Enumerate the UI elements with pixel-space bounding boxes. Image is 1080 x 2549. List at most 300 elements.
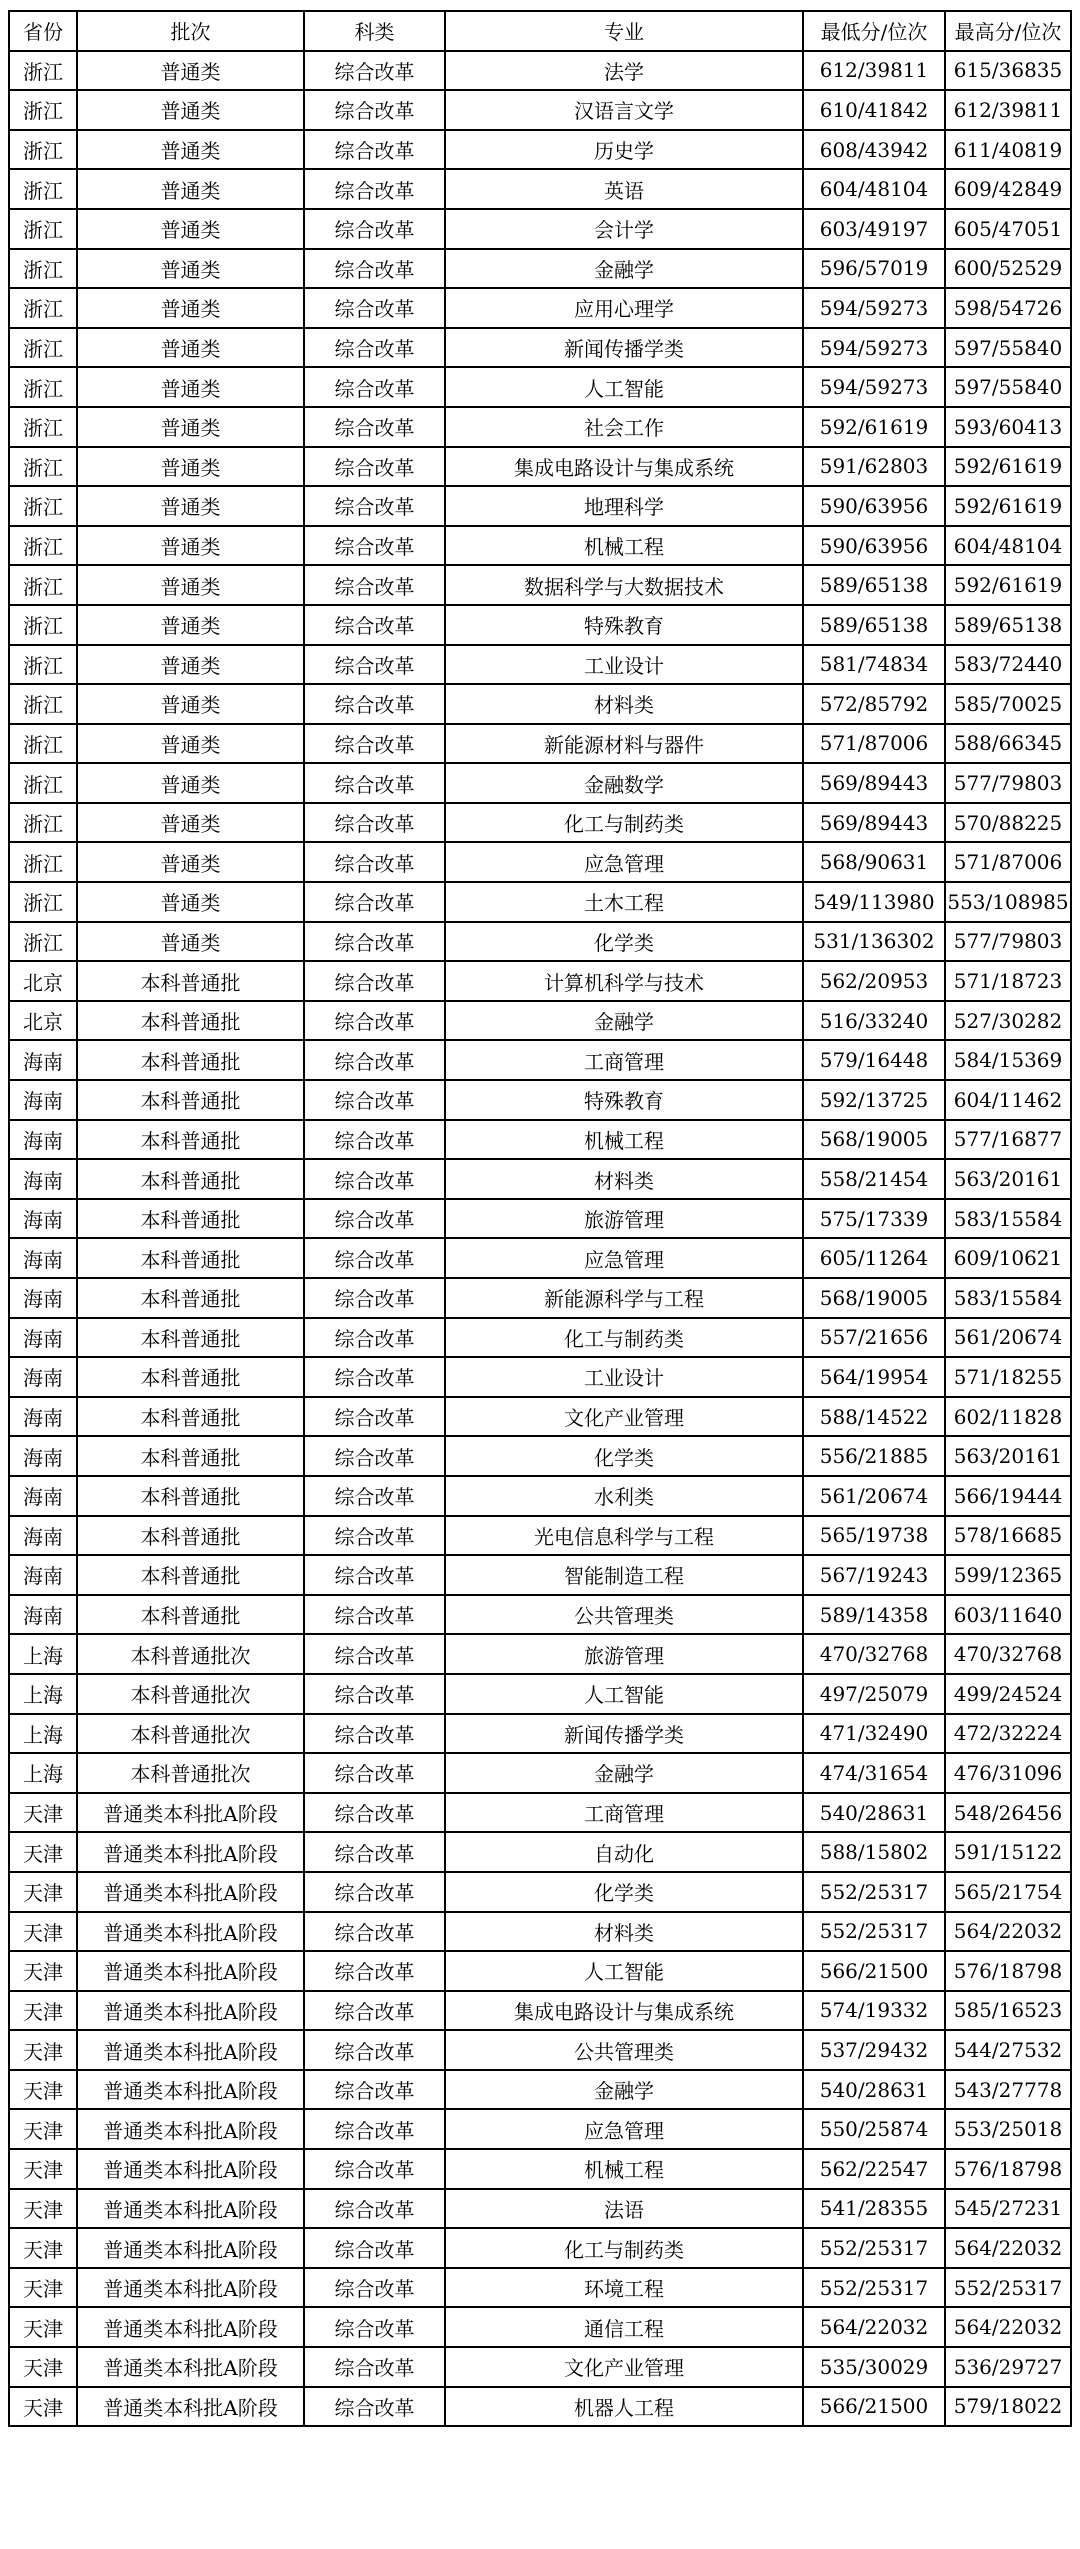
cell-major: 化学类 — [445, 922, 803, 962]
cell-batch: 普通类本科批A阶段 — [77, 2387, 304, 2427]
cell-batch: 本科普通批 — [77, 1595, 304, 1635]
cell-subject-type: 综合改革 — [304, 1634, 445, 1674]
cell-max-score-rank: 585/70025 — [945, 684, 1071, 724]
cell-subject-type: 综合改革 — [304, 565, 445, 605]
cell-subject-type: 综合改革 — [304, 2387, 445, 2427]
table-row — [9, 2347, 1071, 2387]
cell-min-score-rank: 610/41842 — [803, 90, 945, 130]
cell-batch: 普通类 — [77, 803, 304, 843]
cell-subject-type: 综合改革 — [304, 1357, 445, 1397]
cell-min-score-rank: 540/28631 — [803, 1793, 945, 1833]
cell-province: 浙江 — [9, 447, 77, 487]
cell-batch: 普通类 — [77, 51, 304, 91]
table-row — [9, 961, 1071, 1001]
cell-subject-type: 综合改革 — [304, 2228, 445, 2268]
cell-major: 应急管理 — [445, 842, 803, 882]
cell-province: 天津 — [9, 1951, 77, 1991]
cell-max-score-rank: 527/30282 — [945, 1001, 1071, 1041]
cell-province: 浙江 — [9, 684, 77, 724]
cell-major: 人工智能 — [445, 367, 803, 407]
cell-major: 新闻传播学类 — [445, 328, 803, 368]
cell-subject-type: 综合改革 — [304, 842, 445, 882]
cell-max-score-rank: 564/22032 — [945, 1912, 1071, 1952]
cell-min-score-rank: 558/21454 — [803, 1159, 945, 1199]
cell-major: 工商管理 — [445, 1040, 803, 1080]
cell-batch: 普通类 — [77, 842, 304, 882]
cell-province: 海南 — [9, 1357, 77, 1397]
cell-batch: 本科普通批 — [77, 1080, 304, 1120]
cell-max-score-rank: 592/61619 — [945, 486, 1071, 526]
table-row — [9, 1674, 1071, 1714]
cell-major: 集成电路设计与集成系统 — [445, 447, 803, 487]
cell-province: 海南 — [9, 1238, 77, 1278]
cell-subject-type: 综合改革 — [304, 1753, 445, 1793]
cell-major: 化工与制药类 — [445, 803, 803, 843]
table-row — [9, 2109, 1071, 2149]
table-row — [9, 407, 1071, 447]
cell-subject-type: 综合改革 — [304, 882, 445, 922]
cell-province: 浙江 — [9, 803, 77, 843]
cell-major: 英语 — [445, 169, 803, 209]
cell-major: 新能源科学与工程 — [445, 1278, 803, 1318]
cell-subject-type: 综合改革 — [304, 407, 445, 447]
table-row — [9, 1634, 1071, 1674]
header-province: 省份 — [9, 11, 77, 51]
table-row — [9, 130, 1071, 170]
cell-province: 浙江 — [9, 486, 77, 526]
cell-subject-type: 综合改革 — [304, 2070, 445, 2110]
cell-major: 法学 — [445, 51, 803, 91]
cell-batch: 本科普通批 — [77, 1397, 304, 1437]
cell-major: 汉语言文学 — [445, 90, 803, 130]
cell-province: 天津 — [9, 2030, 77, 2070]
cell-max-score-rank: 536/29727 — [945, 2347, 1071, 2387]
cell-min-score-rank: 569/89443 — [803, 763, 945, 803]
cell-subject-type: 综合改革 — [304, 961, 445, 1001]
cell-min-score-rank: 561/20674 — [803, 1476, 945, 1516]
cell-major: 法语 — [445, 2189, 803, 2229]
table-row — [9, 1595, 1071, 1635]
cell-max-score-rank: 576/18798 — [945, 1951, 1071, 1991]
cell-subject-type: 综合改革 — [304, 1040, 445, 1080]
cell-min-score-rank: 594/59273 — [803, 328, 945, 368]
cell-province: 天津 — [9, 2228, 77, 2268]
cell-max-score-rank: 576/18798 — [945, 2149, 1071, 2189]
cell-subject-type: 综合改革 — [304, 2109, 445, 2149]
cell-batch: 本科普通批 — [77, 1159, 304, 1199]
cell-batch: 普通类 — [77, 645, 304, 685]
cell-max-score-rank: 583/72440 — [945, 645, 1071, 685]
cell-max-score-rank: 571/18723 — [945, 961, 1071, 1001]
cell-subject-type: 综合改革 — [304, 1832, 445, 1872]
cell-province: 上海 — [9, 1714, 77, 1754]
cell-major: 应急管理 — [445, 1238, 803, 1278]
cell-major: 环境工程 — [445, 2268, 803, 2308]
cell-subject-type: 综合改革 — [304, 1991, 445, 2031]
table-row — [9, 2149, 1071, 2189]
cell-min-score-rank: 549/113980 — [803, 882, 945, 922]
cell-max-score-rank: 585/16523 — [945, 1991, 1071, 2031]
cell-min-score-rank: 566/21500 — [803, 1951, 945, 1991]
cell-major: 金融数学 — [445, 763, 803, 803]
cell-max-score-rank: 583/15584 — [945, 1199, 1071, 1239]
cell-province: 海南 — [9, 1436, 77, 1476]
cell-subject-type: 综合改革 — [304, 1714, 445, 1754]
table-body — [9, 51, 1071, 2427]
cell-batch: 本科普通批 — [77, 1436, 304, 1476]
header-min-score-rank: 最低分/位次 — [803, 11, 945, 51]
cell-batch: 本科普通批 — [77, 1555, 304, 1595]
cell-subject-type: 综合改革 — [304, 526, 445, 566]
cell-batch: 普通类 — [77, 605, 304, 645]
cell-subject-type: 综合改革 — [304, 1555, 445, 1595]
cell-province: 浙江 — [9, 645, 77, 685]
cell-province: 浙江 — [9, 249, 77, 289]
cell-max-score-rank: 588/66345 — [945, 724, 1071, 764]
cell-batch: 本科普通批次 — [77, 1674, 304, 1714]
cell-province: 浙江 — [9, 51, 77, 91]
cell-batch: 本科普通批 — [77, 1199, 304, 1239]
cell-province: 浙江 — [9, 209, 77, 249]
cell-province: 浙江 — [9, 407, 77, 447]
cell-province: 上海 — [9, 1674, 77, 1714]
cell-min-score-rank: 588/15802 — [803, 1832, 945, 1872]
cell-subject-type: 综合改革 — [304, 1674, 445, 1714]
cell-province: 天津 — [9, 1832, 77, 1872]
cell-min-score-rank: 589/65138 — [803, 565, 945, 605]
cell-max-score-rank: 565/21754 — [945, 1872, 1071, 1912]
cell-max-score-rank: 570/88225 — [945, 803, 1071, 843]
table-row — [9, 1397, 1071, 1437]
table-row — [9, 922, 1071, 962]
cell-major: 金融学 — [445, 249, 803, 289]
cell-subject-type: 综合改革 — [304, 1397, 445, 1437]
table-row — [9, 1001, 1071, 1041]
cell-major: 新能源材料与器件 — [445, 724, 803, 764]
cell-batch: 普通类 — [77, 763, 304, 803]
cell-subject-type: 综合改革 — [304, 2030, 445, 2070]
cell-major: 材料类 — [445, 684, 803, 724]
cell-batch: 普通类本科批A阶段 — [77, 1832, 304, 1872]
cell-max-score-rank: 577/79803 — [945, 763, 1071, 803]
cell-min-score-rank: 608/43942 — [803, 130, 945, 170]
table-row — [9, 2307, 1071, 2347]
cell-province: 海南 — [9, 1278, 77, 1318]
cell-province: 浙江 — [9, 130, 77, 170]
cell-major: 数据科学与大数据技术 — [445, 565, 803, 605]
cell-major: 化工与制药类 — [445, 1318, 803, 1358]
cell-max-score-rank: 611/40819 — [945, 130, 1071, 170]
cell-batch: 普通类本科批A阶段 — [77, 2109, 304, 2149]
cell-major: 集成电路设计与集成系统 — [445, 1991, 803, 2031]
cell-min-score-rank: 541/28355 — [803, 2189, 945, 2229]
cell-major: 计算机科学与技术 — [445, 961, 803, 1001]
cell-batch: 普通类 — [77, 447, 304, 487]
cell-province: 天津 — [9, 1872, 77, 1912]
table-row — [9, 1912, 1071, 1952]
table-row — [9, 1991, 1071, 2031]
cell-province: 天津 — [9, 1991, 77, 2031]
cell-min-score-rank: 566/21500 — [803, 2387, 945, 2427]
cell-province: 天津 — [9, 2149, 77, 2189]
cell-max-score-rank: 563/20161 — [945, 1159, 1071, 1199]
cell-subject-type: 综合改革 — [304, 1080, 445, 1120]
cell-major: 化学类 — [445, 1436, 803, 1476]
cell-batch: 本科普通批次 — [77, 1753, 304, 1793]
cell-max-score-rank: 583/15584 — [945, 1278, 1071, 1318]
table-row — [9, 565, 1071, 605]
cell-province: 浙江 — [9, 842, 77, 882]
cell-batch: 普通类 — [77, 328, 304, 368]
cell-min-score-rank: 497/25079 — [803, 1674, 945, 1714]
cell-major: 旅游管理 — [445, 1199, 803, 1239]
table-row — [9, 684, 1071, 724]
cell-min-score-rank: 552/25317 — [803, 1912, 945, 1952]
header-max-score-rank: 最高分/位次 — [945, 11, 1071, 51]
table-row — [9, 1357, 1071, 1397]
cell-min-score-rank: 556/21885 — [803, 1436, 945, 1476]
cell-major: 特殊教育 — [445, 605, 803, 645]
cell-min-score-rank: 581/74834 — [803, 645, 945, 685]
cell-min-score-rank: 574/19332 — [803, 1991, 945, 2031]
cell-min-score-rank: 589/65138 — [803, 605, 945, 645]
table-row — [9, 1555, 1071, 1595]
cell-subject-type: 综合改革 — [304, 645, 445, 685]
cell-batch: 本科普通批 — [77, 1120, 304, 1160]
cell-batch: 普通类 — [77, 407, 304, 447]
cell-subject-type: 综合改革 — [304, 724, 445, 764]
cell-batch: 本科普通批 — [77, 1040, 304, 1080]
cell-max-score-rank: 589/65138 — [945, 605, 1071, 645]
table-row — [9, 2387, 1071, 2427]
cell-subject-type: 综合改革 — [304, 486, 445, 526]
table-row — [9, 526, 1071, 566]
cell-min-score-rank: 567/19243 — [803, 1555, 945, 1595]
cell-batch: 普通类 — [77, 367, 304, 407]
cell-province: 天津 — [9, 2109, 77, 2149]
cell-subject-type: 综合改革 — [304, 1278, 445, 1318]
cell-major: 材料类 — [445, 1159, 803, 1199]
cell-max-score-rank: 564/22032 — [945, 2307, 1071, 2347]
table-row — [9, 1951, 1071, 1991]
cell-min-score-rank: 531/136302 — [803, 922, 945, 962]
cell-province: 海南 — [9, 1159, 77, 1199]
table-row — [9, 1516, 1071, 1556]
cell-max-score-rank: 598/54726 — [945, 288, 1071, 328]
table-row — [9, 249, 1071, 289]
cell-min-score-rank: 474/31654 — [803, 1753, 945, 1793]
cell-batch: 本科普通批次 — [77, 1714, 304, 1754]
cell-major: 地理科学 — [445, 486, 803, 526]
cell-province: 浙江 — [9, 763, 77, 803]
cell-max-score-rank: 597/55840 — [945, 367, 1071, 407]
admission-scores-table-container — [8, 10, 1070, 2427]
cell-major: 机械工程 — [445, 2149, 803, 2189]
cell-subject-type: 综合改革 — [304, 1516, 445, 1556]
cell-province: 北京 — [9, 961, 77, 1001]
cell-max-score-rank: 564/22032 — [945, 2228, 1071, 2268]
cell-subject-type: 综合改革 — [304, 209, 445, 249]
cell-major: 金融学 — [445, 1753, 803, 1793]
cell-province: 浙江 — [9, 526, 77, 566]
cell-min-score-rank: 592/13725 — [803, 1080, 945, 1120]
cell-min-score-rank: 575/17339 — [803, 1199, 945, 1239]
table-row — [9, 1793, 1071, 1833]
cell-batch: 普通类 — [77, 922, 304, 962]
cell-max-score-rank: 593/60413 — [945, 407, 1071, 447]
table-row — [9, 2189, 1071, 2229]
cell-max-score-rank: 579/18022 — [945, 2387, 1071, 2427]
cell-max-score-rank: 499/24524 — [945, 1674, 1071, 1714]
cell-batch: 普通类本科批A阶段 — [77, 2030, 304, 2070]
cell-province: 浙江 — [9, 169, 77, 209]
cell-subject-type: 综合改革 — [304, 1951, 445, 1991]
cell-major: 旅游管理 — [445, 1634, 803, 1674]
cell-min-score-rank: 564/22032 — [803, 2307, 945, 2347]
cell-batch: 本科普通批 — [77, 1238, 304, 1278]
table-row — [9, 328, 1071, 368]
cell-batch: 普通类 — [77, 565, 304, 605]
cell-min-score-rank: 572/85792 — [803, 684, 945, 724]
cell-min-score-rank: 612/39811 — [803, 51, 945, 91]
cell-batch: 普通类本科批A阶段 — [77, 1793, 304, 1833]
cell-min-score-rank: 604/48104 — [803, 169, 945, 209]
cell-province: 浙江 — [9, 328, 77, 368]
cell-batch: 普通类本科批A阶段 — [77, 2347, 304, 2387]
cell-subject-type: 综合改革 — [304, 90, 445, 130]
cell-subject-type: 综合改革 — [304, 2149, 445, 2189]
cell-min-score-rank: 579/16448 — [803, 1040, 945, 1080]
cell-major: 金融学 — [445, 2070, 803, 2110]
cell-major: 文化产业管理 — [445, 1397, 803, 1437]
table-row — [9, 645, 1071, 685]
cell-major: 化学类 — [445, 1872, 803, 1912]
cell-province: 海南 — [9, 1397, 77, 1437]
table-row — [9, 1159, 1071, 1199]
cell-max-score-rank: 615/36835 — [945, 51, 1071, 91]
cell-max-score-rank: 599/12365 — [945, 1555, 1071, 1595]
cell-max-score-rank: 548/26456 — [945, 1793, 1071, 1833]
cell-major: 智能制造工程 — [445, 1555, 803, 1595]
cell-batch: 普通类 — [77, 882, 304, 922]
cell-province: 浙江 — [9, 565, 77, 605]
table-row — [9, 1199, 1071, 1239]
cell-major: 机器人工程 — [445, 2387, 803, 2427]
cell-major: 人工智能 — [445, 1951, 803, 1991]
cell-batch: 普通类本科批A阶段 — [77, 1951, 304, 1991]
cell-max-score-rank: 600/52529 — [945, 249, 1071, 289]
cell-province: 海南 — [9, 1516, 77, 1556]
cell-max-score-rank: 604/11462 — [945, 1080, 1071, 1120]
cell-major: 机械工程 — [445, 1120, 803, 1160]
cell-max-score-rank: 604/48104 — [945, 526, 1071, 566]
cell-min-score-rank: 552/25317 — [803, 2268, 945, 2308]
cell-batch: 普通类 — [77, 486, 304, 526]
cell-province: 海南 — [9, 1120, 77, 1160]
cell-batch: 普通类 — [77, 90, 304, 130]
table-row — [9, 51, 1071, 91]
cell-province: 天津 — [9, 1912, 77, 1952]
cell-min-score-rank: 552/25317 — [803, 1872, 945, 1912]
cell-min-score-rank: 590/63956 — [803, 526, 945, 566]
cell-province: 浙江 — [9, 605, 77, 645]
cell-province: 上海 — [9, 1634, 77, 1674]
cell-subject-type: 综合改革 — [304, 922, 445, 962]
cell-province: 北京 — [9, 1001, 77, 1041]
cell-province: 天津 — [9, 2189, 77, 2229]
cell-max-score-rank: 545/27231 — [945, 2189, 1071, 2229]
header-subject-type: 科类 — [304, 11, 445, 51]
cell-province: 天津 — [9, 2307, 77, 2347]
cell-min-score-rank: 568/19005 — [803, 1278, 945, 1318]
cell-major: 水利类 — [445, 1476, 803, 1516]
cell-batch: 本科普通批 — [77, 1278, 304, 1318]
table-row — [9, 605, 1071, 645]
cell-major: 化工与制药类 — [445, 2228, 803, 2268]
cell-major: 社会工作 — [445, 407, 803, 447]
cell-max-score-rank: 584/15369 — [945, 1040, 1071, 1080]
cell-min-score-rank: 535/30029 — [803, 2347, 945, 2387]
cell-min-score-rank: 594/59273 — [803, 288, 945, 328]
table-row — [9, 842, 1071, 882]
cell-max-score-rank: 571/18255 — [945, 1357, 1071, 1397]
cell-max-score-rank: 605/47051 — [945, 209, 1071, 249]
cell-max-score-rank: 602/11828 — [945, 1397, 1071, 1437]
table-row — [9, 1318, 1071, 1358]
table-row — [9, 1040, 1071, 1080]
cell-subject-type: 综合改革 — [304, 763, 445, 803]
cell-max-score-rank: 553/25018 — [945, 2109, 1071, 2149]
table-row — [9, 1832, 1071, 1872]
cell-subject-type: 综合改革 — [304, 1912, 445, 1952]
table-row — [9, 724, 1071, 764]
cell-major: 历史学 — [445, 130, 803, 170]
cell-subject-type: 综合改革 — [304, 2189, 445, 2229]
cell-max-score-rank: 566/19444 — [945, 1476, 1071, 1516]
cell-min-score-rank: 470/32768 — [803, 1634, 945, 1674]
cell-major: 公共管理类 — [445, 2030, 803, 2070]
cell-major: 文化产业管理 — [445, 2347, 803, 2387]
cell-province: 上海 — [9, 1753, 77, 1793]
cell-min-score-rank: 471/32490 — [803, 1714, 945, 1754]
cell-major: 公共管理类 — [445, 1595, 803, 1635]
cell-batch: 本科普通批 — [77, 1318, 304, 1358]
table-row — [9, 1120, 1071, 1160]
table-row — [9, 288, 1071, 328]
cell-major: 自动化 — [445, 1832, 803, 1872]
cell-subject-type: 综合改革 — [304, 1238, 445, 1278]
cell-batch: 普通类 — [77, 724, 304, 764]
cell-batch: 本科普通批 — [77, 1001, 304, 1041]
table-row — [9, 367, 1071, 407]
cell-province: 海南 — [9, 1040, 77, 1080]
cell-min-score-rank: 516/33240 — [803, 1001, 945, 1041]
cell-max-score-rank: 577/79803 — [945, 922, 1071, 962]
cell-subject-type: 综合改革 — [304, 1120, 445, 1160]
cell-major: 应急管理 — [445, 2109, 803, 2149]
cell-province: 天津 — [9, 2268, 77, 2308]
cell-subject-type: 综合改革 — [304, 249, 445, 289]
cell-batch: 普通类 — [77, 169, 304, 209]
admission-scores-table — [8, 10, 1072, 2427]
cell-max-score-rank: 553/108985 — [945, 882, 1071, 922]
cell-max-score-rank: 597/55840 — [945, 328, 1071, 368]
table-row — [9, 2070, 1071, 2110]
cell-major: 新闻传播学类 — [445, 1714, 803, 1754]
cell-min-score-rank: 591/62803 — [803, 447, 945, 487]
cell-province: 浙江 — [9, 288, 77, 328]
cell-subject-type: 综合改革 — [304, 1793, 445, 1833]
